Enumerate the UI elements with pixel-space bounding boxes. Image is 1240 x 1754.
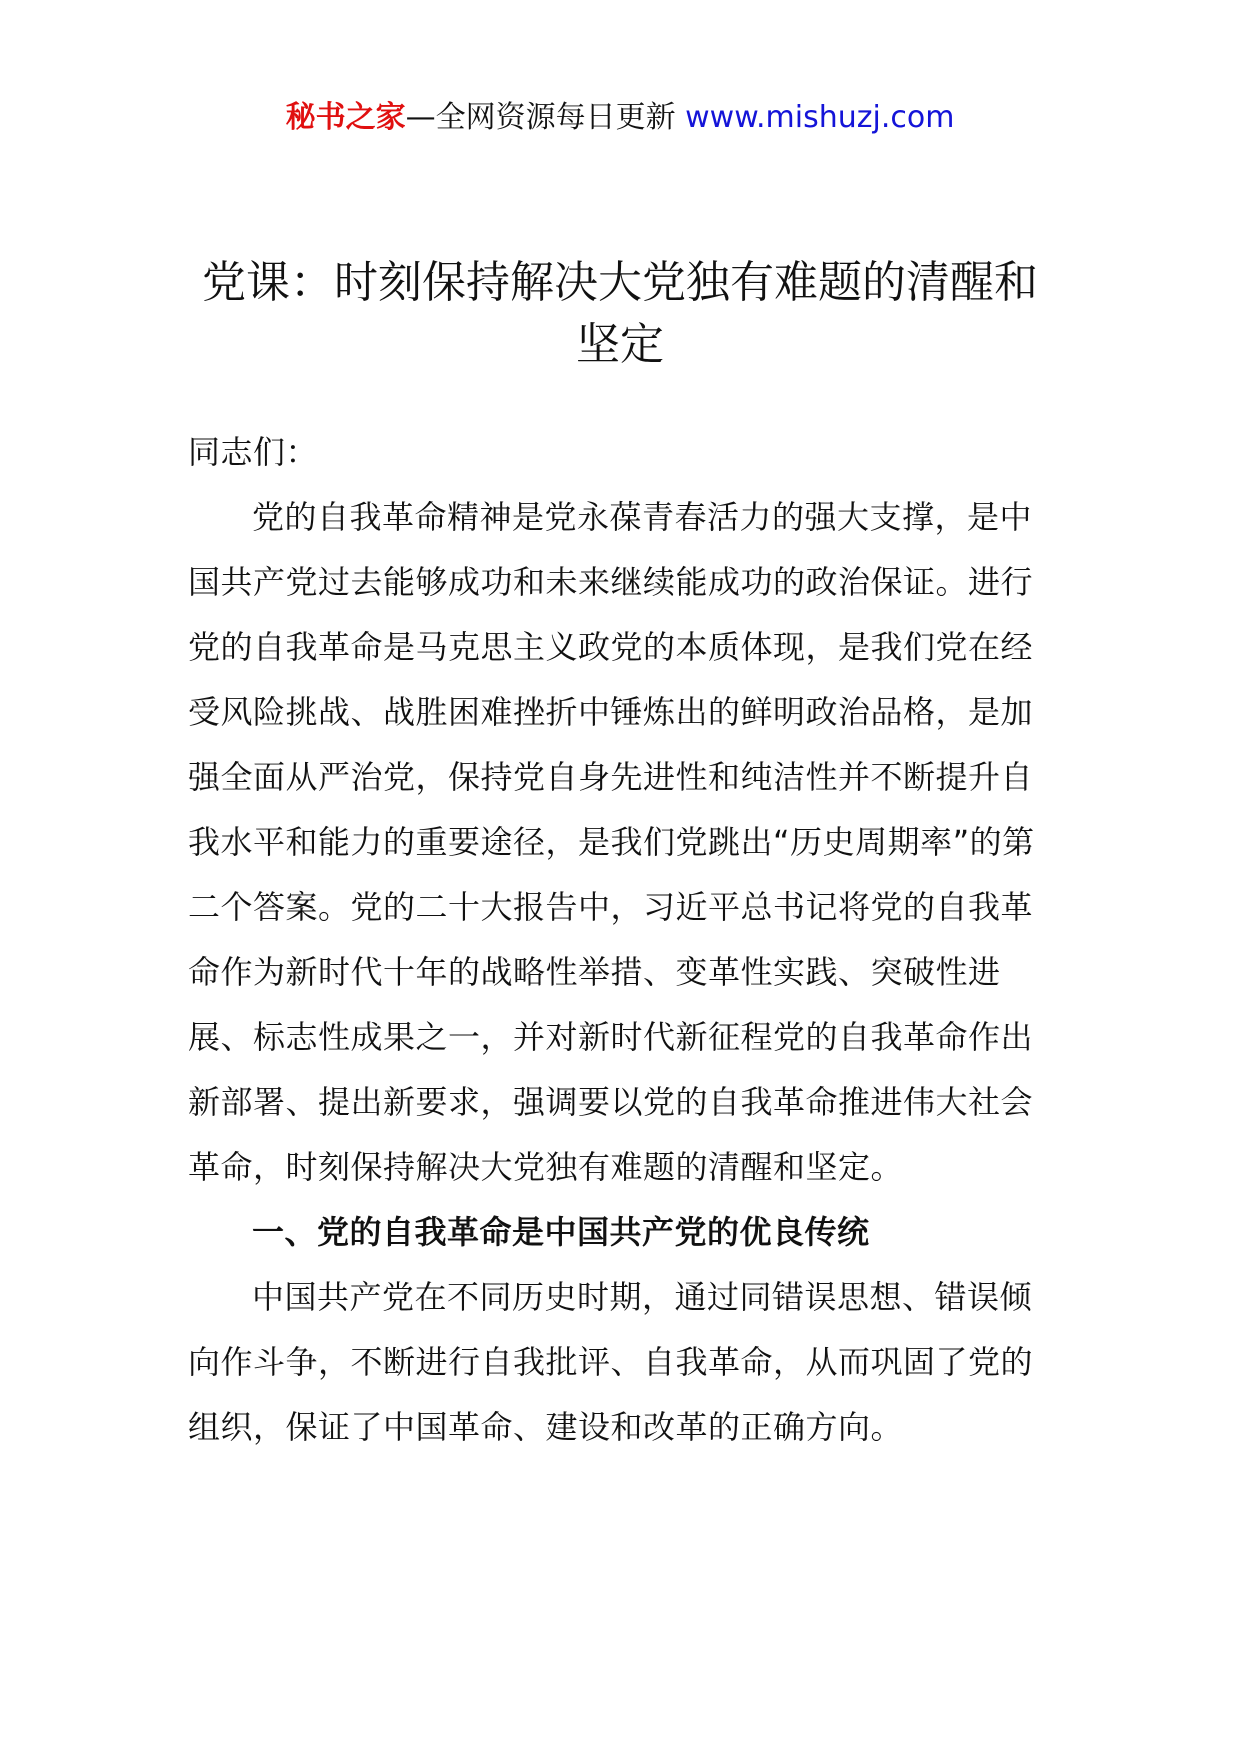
site-url-link[interactable]: www.mishuzj.com xyxy=(685,100,955,135)
section-paragraph: 中国共产党在不同历史时期，通过同错误思想、错误倾向作斗争，不断进行自我批评、自我革命，从而巩固了党的组织，保证了中国革命、建设和改革的正确方向。 xyxy=(188,1278,1034,1446)
intro-paragraph: 党的自我革命精神是党永葆青春活力的强大支撑，是中国共产党过去能够成功和未来继续能成功的政治保证。进行党的自我革命是马克思主义政党的本质体现，是我们党在经受风险挑战、战胜困难挫折中锤炼出的鲜明政治品格，是加强全面从严治党，保持党自身先进性和纯洁性并不断提升自我水平和能力的重要途径，是我们党跳出“历史周期率”的第二个答案。党的二十大报告中，习近平总书记将党的自我革命作为新时代十年的战略性举措、变革性实践、突破性进展、标志性成果之一，并对新时代新征程党的自我革命作出新部署、提出新要求，强调要以党的自我革命推进伟大社会革命，时刻保持解决大党独有难题的清醒和坚定。 xyxy=(188,498,1035,1186)
brand-name: 秘书之家 xyxy=(285,100,406,135)
header-slogan: —全网资源每日更新 xyxy=(405,100,686,135)
salutation: 同志们： xyxy=(188,433,319,471)
document-title: 党课：时刻保持解决大党独有难题的清醒和坚定 xyxy=(202,257,1038,370)
section-heading: 一、党的自我革命是中国共产党的优良传统 xyxy=(252,1213,870,1251)
document-body xyxy=(188,420,1058,1460)
site-header xyxy=(0,98,1240,138)
